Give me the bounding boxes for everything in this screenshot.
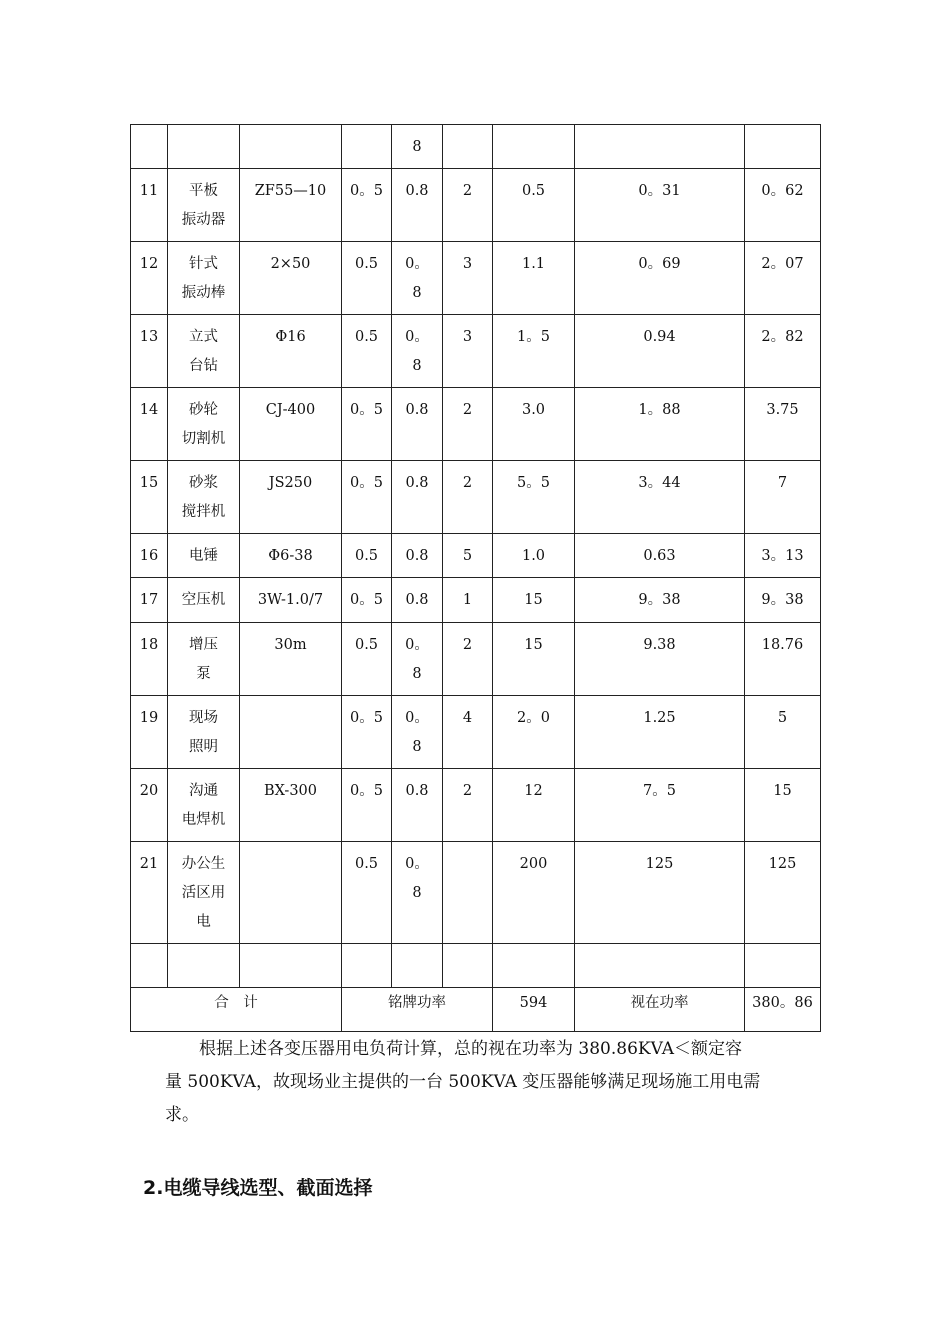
- power-factor-cell: 8: [392, 125, 443, 169]
- apparent-power-cell: 0。31: [575, 169, 745, 242]
- equipment-name-cell: 增压 泵: [168, 623, 240, 696]
- quantity-cell: 2: [443, 169, 493, 242]
- coefficient-cell: 0。5: [342, 696, 392, 769]
- quantity-cell: 2: [443, 769, 493, 842]
- subtotal-cell: 2。07: [745, 242, 821, 315]
- subtotal-cell: [745, 125, 821, 169]
- equipment-name-cell: 立式 台钻: [168, 315, 240, 388]
- seq-cell: 17: [131, 578, 168, 623]
- apparent-power-label: 视在功率: [575, 988, 745, 1032]
- model-cell: CJ-400: [240, 388, 342, 461]
- paragraph-line-1: 根据上述各变压器用电负荷计算，总的视在功率为 380.86KVA＜额定容: [165, 1039, 742, 1059]
- coefficient-cell: [342, 944, 392, 988]
- quantity-cell: 1: [443, 578, 493, 623]
- table-row: [131, 169, 821, 242]
- seq-cell: 21: [131, 842, 168, 944]
- paragraph-line-2: 量 500KVA，故现场业主提供的一台 500KVA 变压器能够满足现场施工用电需: [165, 1072, 761, 1092]
- model-cell: ZF55—10: [240, 169, 342, 242]
- apparent-power-cell: 7。5: [575, 769, 745, 842]
- equipment-name-cell: 电锤: [168, 534, 240, 578]
- subtotal-cell: 18.76: [745, 623, 821, 696]
- coefficient-cell: 0.5: [342, 842, 392, 944]
- quantity-cell: 4: [443, 696, 493, 769]
- seq-cell: 14: [131, 388, 168, 461]
- table-row: [131, 125, 821, 169]
- power-factor-cell: 0。 8: [392, 696, 443, 769]
- power-factor-cell: [392, 944, 443, 988]
- seq-cell: 13: [131, 315, 168, 388]
- power-factor-cell: 0.8: [392, 388, 443, 461]
- seq-cell: [131, 944, 168, 988]
- apparent-power-cell: 125: [575, 842, 745, 944]
- quantity-cell: [443, 944, 493, 988]
- rated-power-cell: 2。0: [493, 696, 575, 769]
- apparent-power-cell: 3。44: [575, 461, 745, 534]
- subtotal-cell: 0。62: [745, 169, 821, 242]
- rated-power-cell: [493, 944, 575, 988]
- model-cell: Φ6-38: [240, 534, 342, 578]
- coefficient-cell: 0.5: [342, 623, 392, 696]
- section-heading: 2.电缆导线选型、截面选择: [143, 1177, 373, 1199]
- power-factor-cell: 0.8: [392, 534, 443, 578]
- table-body: [131, 125, 821, 988]
- power-factor-cell: 0。 8: [392, 242, 443, 315]
- apparent-power-cell: 1。88: [575, 388, 745, 461]
- table-row: [131, 388, 821, 461]
- equipment-name-cell: 现场 照明: [168, 696, 240, 769]
- quantity-cell: [443, 125, 493, 169]
- subtotal-cell: 2。82: [745, 315, 821, 388]
- power-factor-cell: 0.8: [392, 461, 443, 534]
- model-cell: 30m: [240, 623, 342, 696]
- model-cell: [240, 842, 342, 944]
- apparent-power-value: 380。86: [745, 988, 821, 1032]
- power-factor-cell: 0.8: [392, 769, 443, 842]
- quantity-cell: [443, 842, 493, 944]
- rated-power-cell: [493, 125, 575, 169]
- table-row: [131, 696, 821, 769]
- coefficient-cell: 0.5: [342, 242, 392, 315]
- quantity-cell: 2: [443, 461, 493, 534]
- power-factor-cell: 0.8: [392, 169, 443, 242]
- rated-power-cell: 12: [493, 769, 575, 842]
- apparent-power-cell: [575, 125, 745, 169]
- seq-cell: 20: [131, 769, 168, 842]
- equipment-name-cell: 针式 振动棒: [168, 242, 240, 315]
- table-row: [131, 534, 821, 578]
- equipment-name-cell: 办公生 活区用 电: [168, 842, 240, 944]
- table-row: [131, 461, 821, 534]
- seq-cell: [131, 125, 168, 169]
- total-label: 合 计: [131, 988, 342, 1032]
- quantity-cell: 3: [443, 242, 493, 315]
- apparent-power-cell: 0.94: [575, 315, 745, 388]
- model-cell: [240, 696, 342, 769]
- seq-cell: 11: [131, 169, 168, 242]
- power-factor-cell: 0.8: [392, 578, 443, 623]
- apparent-power-cell: 9。38: [575, 578, 745, 623]
- model-cell: Φ16: [240, 315, 342, 388]
- subtotal-cell: 7: [745, 461, 821, 534]
- power-factor-cell: 0。 8: [392, 315, 443, 388]
- table-row: [131, 944, 821, 988]
- model-cell: 2×50: [240, 242, 342, 315]
- table-row: [131, 315, 821, 388]
- model-cell: BX-300: [240, 769, 342, 842]
- subtotal-cell: [745, 944, 821, 988]
- nameplate-power-label: 铭牌功率: [342, 988, 493, 1032]
- rated-power-cell: 0.5: [493, 169, 575, 242]
- equipment-name-cell: [168, 944, 240, 988]
- coefficient-cell: [342, 125, 392, 169]
- rated-power-cell: 15: [493, 623, 575, 696]
- apparent-power-cell: 0.63: [575, 534, 745, 578]
- quantity-cell: 2: [443, 388, 493, 461]
- quantity-cell: 3: [443, 315, 493, 388]
- rated-power-cell: 200: [493, 842, 575, 944]
- subtotal-cell: 125: [745, 842, 821, 944]
- quantity-cell: 5: [443, 534, 493, 578]
- power-factor-cell: 0。 8: [392, 623, 443, 696]
- seq-cell: 12: [131, 242, 168, 315]
- table-row: [131, 578, 821, 623]
- paragraph-line-3: 求。: [165, 1105, 199, 1125]
- apparent-power-cell: 0。69: [575, 242, 745, 315]
- seq-cell: 19: [131, 696, 168, 769]
- rated-power-cell: 15: [493, 578, 575, 623]
- equipment-name-cell: [168, 125, 240, 169]
- subtotal-cell: 5: [745, 696, 821, 769]
- coefficient-cell: 0。5: [342, 578, 392, 623]
- rated-power-cell: 1.0: [493, 534, 575, 578]
- rated-power-cell: 1.1: [493, 242, 575, 315]
- model-cell: [240, 125, 342, 169]
- rated-power-cell: 3.0: [493, 388, 575, 461]
- subtotal-cell: 3。13: [745, 534, 821, 578]
- equipment-name-cell: 空压机: [168, 578, 240, 623]
- equipment-name-cell: 砂浆 搅拌机: [168, 461, 240, 534]
- apparent-power-cell: 9.38: [575, 623, 745, 696]
- coefficient-cell: 0.5: [342, 315, 392, 388]
- model-cell: 3W-1.0/7: [240, 578, 342, 623]
- equipment-name-cell: 沟通 电焊机: [168, 769, 240, 842]
- load-calculation-table: [130, 124, 821, 1032]
- conclusion-paragraph: [165, 1033, 810, 1132]
- equipment-name-cell: 砂轮 切割机: [168, 388, 240, 461]
- rated-power-cell: 1。5: [493, 315, 575, 388]
- coefficient-cell: 0。5: [342, 169, 392, 242]
- subtotal-cell: 15: [745, 769, 821, 842]
- coefficient-cell: 0。5: [342, 769, 392, 842]
- subtotal-cell: 9。38: [745, 578, 821, 623]
- model-cell: JS250: [240, 461, 342, 534]
- coefficient-cell: 0.5: [342, 534, 392, 578]
- seq-cell: 16: [131, 534, 168, 578]
- total-row: [131, 988, 821, 1032]
- rated-power-cell: 5。5: [493, 461, 575, 534]
- model-cell: [240, 944, 342, 988]
- seq-cell: 15: [131, 461, 168, 534]
- seq-cell: 18: [131, 623, 168, 696]
- coefficient-cell: 0。5: [342, 388, 392, 461]
- apparent-power-cell: [575, 944, 745, 988]
- table-row: [131, 242, 821, 315]
- quantity-cell: 2: [443, 623, 493, 696]
- power-factor-cell: 0。 8: [392, 842, 443, 944]
- nameplate-power-value: 594: [493, 988, 575, 1032]
- equipment-name-cell: 平板 振动器: [168, 169, 240, 242]
- table-row: [131, 842, 821, 944]
- subtotal-cell: 3.75: [745, 388, 821, 461]
- apparent-power-cell: 1.25: [575, 696, 745, 769]
- coefficient-cell: 0。5: [342, 461, 392, 534]
- table-row: [131, 769, 821, 842]
- table-row: [131, 623, 821, 696]
